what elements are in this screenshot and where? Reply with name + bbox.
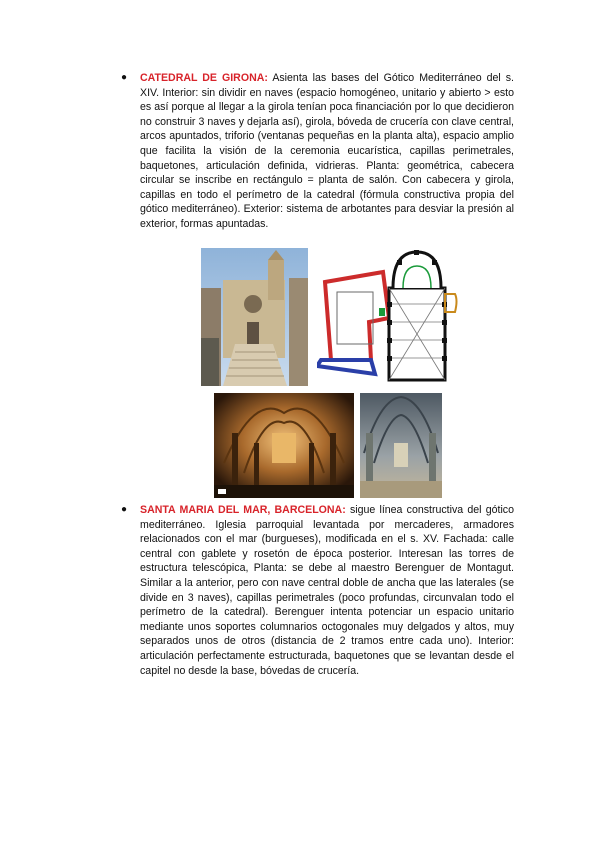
section-heading-santa-maria: SANTA MARIA DEL MAR, BARCELONA: xyxy=(140,504,346,516)
bullet-item-santa-maria xyxy=(121,503,514,678)
bullet-icon: ● xyxy=(121,504,128,515)
bullet-item-girona xyxy=(121,71,514,232)
girona-interior-photo xyxy=(214,393,354,498)
girona-floor-plan xyxy=(317,248,459,386)
girona-facade-photo xyxy=(201,248,308,386)
section-body-girona: Asienta las bases del Gótico Mediterráneo del s. XIV. Interior: sin dividir en naves (espacio homogéneo, unitario y abierto > esto es así porque al llegar a la girola tenían poca financiación por lo que decidieron no construir 3 naves y dejarla así), girola, bóveda de crucería con clave central, arcos apuntados, triforio (ventanas pequeñas en la planta alta), espacio amplio que facilita la visión de la ceremonia eucarística, capillas perimetrales, baquetones, articulación definida, vidrieras. Planta: geométrica, cabecera circular se inscribe en rectángulo = planta de salón. Con cabecera y girola, capillas en todo el perímetro de la catedral (fórmula constructiva propia del gótico mediterráneo). Exterior: sistema de arbotantes para desviar la presión al exterior, formas apuntadas. xyxy=(140,72,514,230)
section-heading-girona: CATEDRAL DE GIRONA: xyxy=(140,72,268,84)
bullet-icon: ● xyxy=(121,72,128,83)
section-body-santa-maria: sigue línea constructiva del gótico mediterráneo. Iglesia parroquial levantada por mercaderes, armadores relacionados con el mar (burgueses), modificada en el s. XV. Fachada: calle central con gablete y rosetón de época posterior. Interesan las torres de estructura telescópica, Planta: se debe al maestro Berenguer de Montagut. Similar a la anterior, pero con nave central doble de ancha que las laterales (se divide en 3 naves), capillas perimetrales (poco profundas, circunvalan todo el perímetro de la catedral). Berenguer intenta potenciar un espacio unitario mediante unos soportes columnarios octogonales muy delgados y altos, muy separados unos de otros (distancia de 2 tramos entre cada uno). Interior: articulación perfectamente estructurada, baquetones que se levantan desde el capitel no desde la base, bóvedas de crucería. xyxy=(140,504,514,677)
girona-nave-photo xyxy=(360,393,442,498)
